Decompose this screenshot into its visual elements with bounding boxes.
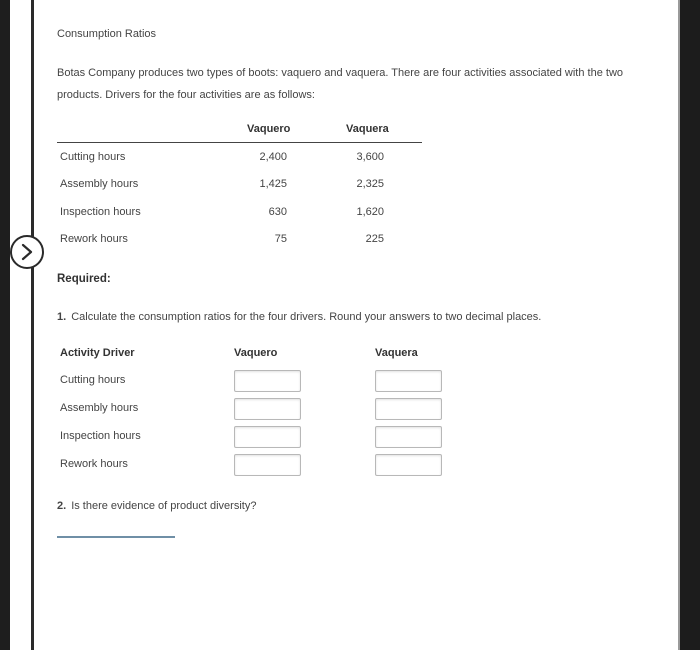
- driver-table-header-rule: [57, 142, 422, 143]
- vaquera-value: 1,620: [356, 206, 384, 218]
- left-divider: [31, 0, 34, 650]
- vaquera-value: 225: [365, 233, 384, 245]
- expand-panel-button[interactable]: [10, 235, 44, 269]
- question-1: [57, 311, 541, 323]
- table-row: [57, 151, 422, 171]
- driver-label: Assembly hours: [60, 178, 139, 190]
- answer-header-vaquera: Vaquera: [375, 347, 418, 359]
- window-left-edge: [0, 0, 10, 650]
- inspection-vaquero-input[interactable]: [234, 426, 301, 448]
- answer-header-activity-driver: Activity Driver: [60, 347, 135, 359]
- assembly-vaquera-input[interactable]: [375, 398, 442, 420]
- vaquero-value: 1,425: [259, 178, 287, 190]
- inspection-vaquera-input[interactable]: [375, 426, 442, 448]
- problem-intro: Botas Company produces two types of boots: vaquero and vaquera. There are four activities associated with the two products. Drivers for the four activities are as follows:: [57, 67, 624, 101]
- assembly-vaquero-input[interactable]: [234, 398, 301, 420]
- rework-vaquero-input[interactable]: [234, 454, 301, 476]
- answer-row-label: Rework hours: [60, 458, 128, 470]
- question-2-text: Is there evidence of product diversity?: [71, 500, 257, 512]
- vaquero-value: 2,400: [259, 151, 287, 163]
- vaquera-value: 2,325: [356, 178, 384, 190]
- chevron-right-icon: [20, 243, 34, 261]
- cutting-vaquero-input[interactable]: [234, 370, 301, 392]
- table-row: [57, 233, 422, 253]
- vaquero-value: 75: [274, 233, 287, 245]
- question-1-text: Calculate the consumption ratios for the four drivers. Round your answers to two decimal places.: [71, 311, 542, 323]
- driver-label: Inspection hours: [60, 206, 141, 218]
- answer-header-vaquero: Vaquero: [234, 347, 278, 359]
- cutting-vaquera-input[interactable]: [375, 370, 442, 392]
- vaquero-value: 630: [268, 206, 287, 218]
- window-right-edge: [678, 0, 700, 650]
- answer-row: [57, 426, 457, 450]
- answer-row: [57, 398, 457, 422]
- answer-row: [57, 370, 457, 394]
- table-row: [57, 178, 422, 198]
- answer-row: [57, 454, 457, 478]
- question-2: [57, 500, 256, 512]
- rework-vaquera-input[interactable]: [375, 454, 442, 476]
- vaquera-value: 3,600: [356, 151, 384, 163]
- question-2-number: 2.: [57, 500, 67, 512]
- table-row: [57, 206, 422, 226]
- question-2-answer-dropdown[interactable]: [57, 536, 175, 538]
- driver-label: Cutting hours: [60, 151, 126, 163]
- required-heading: Required:: [57, 273, 111, 285]
- driver-label: Rework hours: [60, 233, 128, 245]
- driver-table-header-vaquero: Vaquero: [247, 123, 291, 135]
- driver-table-header-vaquera: Vaquera: [346, 123, 389, 135]
- answer-row-label: Cutting hours: [60, 374, 126, 386]
- answer-row-label: Inspection hours: [60, 430, 141, 442]
- page-title: Consumption Ratios: [57, 28, 157, 40]
- question-1-number: 1.: [57, 311, 67, 323]
- answer-row-label: Assembly hours: [60, 402, 139, 414]
